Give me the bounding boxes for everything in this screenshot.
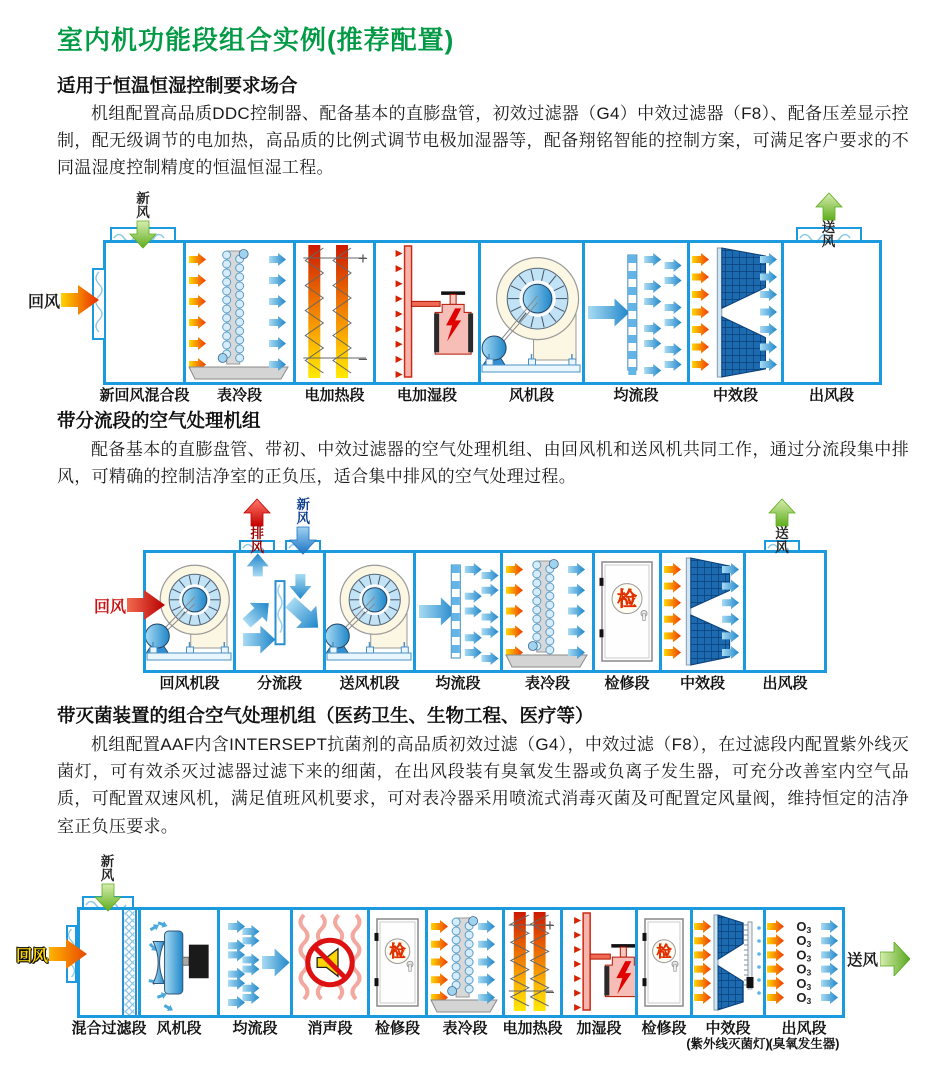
- section-label: 检修段: [374, 1020, 420, 1037]
- section-label: 中效段: [712, 387, 758, 404]
- section-label: 出风段: [781, 1020, 827, 1037]
- ahu-section: [71, 910, 147, 1037]
- svg-text:O3: O3: [796, 975, 812, 992]
- airflow-marker-label: 排风: [250, 526, 265, 555]
- section-label: 均流段: [613, 387, 659, 404]
- uv-bag-filter-icon: [693, 910, 763, 1015]
- flow-equalizer-icon: [585, 243, 687, 382]
- airflow-marker: [811, 192, 847, 249]
- cooling-coil-icon: [428, 910, 502, 1015]
- silencer-icon: [293, 910, 367, 1015]
- ahu-section: [686, 910, 770, 1051]
- access-door-icon: [370, 910, 425, 1015]
- section-label: 检修段: [641, 1020, 687, 1037]
- airflow-marker: [125, 192, 161, 249]
- arrow-right-icon: [61, 285, 99, 315]
- section-label: 检修段: [604, 675, 650, 692]
- supply-air-outlet: [847, 942, 910, 976]
- ahu-section: [690, 243, 784, 404]
- bag-filter-icon: [662, 553, 743, 670]
- ahu-section: [416, 553, 503, 692]
- airflow-marker-label: 送风: [775, 526, 789, 555]
- cooling-coil-icon: [503, 553, 592, 670]
- svg-text:+: +: [545, 916, 555, 935]
- ahu-section: [638, 910, 693, 1037]
- airflow-marker: [764, 498, 800, 555]
- ahu-section: [99, 243, 190, 404]
- section-label: 混合过滤段: [71, 1020, 147, 1037]
- section-label: 表冷段: [216, 387, 262, 404]
- svg-text:−: −: [545, 983, 555, 1002]
- section-label: 风机段: [156, 1020, 202, 1037]
- ozone-outlet-icon: [766, 910, 842, 1015]
- section-label: 电加湿段: [396, 387, 457, 404]
- ahu-section: [563, 910, 638, 1037]
- airflow-marker: [285, 498, 321, 555]
- airflow-marker: [239, 498, 275, 555]
- ahu-casing: [99, 240, 882, 404]
- section-label: 出风段: [762, 675, 808, 692]
- section-sublabel: (臭氧发生器): [768, 1037, 840, 1051]
- svg-text:O3: O3: [796, 990, 812, 1006]
- section-label: 回风机段: [159, 675, 220, 692]
- ahu-section: [766, 910, 842, 1051]
- ahu-section: [293, 910, 370, 1037]
- ahu-section: [746, 553, 824, 692]
- ahu-section: [141, 910, 220, 1037]
- inlet-label: 回风: [16, 947, 49, 965]
- access-door-icon: [595, 553, 659, 670]
- airflow-marker: [90, 855, 126, 912]
- section-label: 表冷段: [442, 1020, 488, 1037]
- ahu-section: [503, 553, 595, 692]
- svg-text:检: 检: [617, 588, 637, 611]
- arrow-up-icon: [815, 192, 843, 221]
- section-label: 表冷段: [524, 675, 570, 692]
- airflow-marker-label: 新风: [136, 191, 150, 220]
- ahu-section: [585, 243, 690, 404]
- ahu-section: [784, 243, 879, 404]
- electric-heater-icon: [505, 910, 560, 1015]
- empty-chamber-icon: [784, 243, 879, 382]
- return-air-inlet: [16, 939, 87, 969]
- access-door-icon: [638, 910, 690, 1015]
- inlet-label: 回风: [94, 598, 127, 616]
- ahu-section: [220, 910, 293, 1037]
- ahu-section: [481, 243, 585, 404]
- ahu-section: [236, 553, 326, 692]
- section-heading-2: 带分流段的空气处理机组: [57, 410, 261, 431]
- section-label: 电加热段: [502, 1020, 563, 1037]
- centrifugal-fan-icon: [326, 553, 413, 670]
- outlet-label: 送风: [847, 952, 879, 969]
- section-label: 风机段: [508, 387, 554, 404]
- bag-filter-icon: [690, 243, 781, 382]
- ahu-casing: [71, 907, 845, 1051]
- ahu-section: [662, 553, 746, 692]
- section-label: 均流段: [232, 1020, 278, 1037]
- cooling-coil-icon: [186, 243, 293, 382]
- page-title: 室内机功能段组合实例(推荐配置): [57, 25, 455, 55]
- sterilizing-unit: [0, 855, 946, 1069]
- unit-with-diverter-section: [0, 498, 946, 703]
- return-air-inlet: [94, 590, 165, 620]
- arrow-up-icon: [243, 498, 271, 527]
- axial-fan-icon: [141, 910, 217, 1015]
- section-label: 出风段: [808, 387, 854, 404]
- svg-text:检: 检: [656, 944, 672, 961]
- section-label: 中效段: [679, 675, 725, 692]
- section-label: 电加热段: [304, 387, 365, 404]
- svg-text:−: −: [358, 350, 368, 369]
- section-label: 新回风混合段: [99, 387, 190, 404]
- section-body-3: 机组配置AAF内含INTERSEPT抗菌剂的高品质初效过滤（G4），中效过滤（F8），在过滤段内配置紫外线灭菌灯，可有效杀灭过滤器过滤下来的细菌，在出风段装有臭氧发生器或负离子发生器，可充分改善室内空气品质，可配置双速风机，满足值班风机要求，可对表冷器采用喷流式消毒灭菌及可配置定风量阀，维持恒定的洁净室正负压要求。: [57, 735, 909, 836]
- ahu-section: [428, 910, 505, 1037]
- svg-text:O3: O3: [796, 961, 812, 978]
- ahu-casing: [143, 550, 827, 692]
- section-label: 中效段: [705, 1020, 751, 1037]
- arrow-right-icon: [49, 939, 87, 969]
- section-body-1: 机组配置高品质DDC控制器、配备基本的直膨盘管，初效过滤器（G4）中效过滤器（F8）、配备压差显示控制，配无级调节的电加热，高品质的比例式调节电极加湿器等，配备翔铭智能的控制方案，可满足客户要求的不同温湿度控制精度的恒温恒湿工程。: [57, 104, 909, 178]
- arrow-right-icon: [127, 590, 165, 620]
- arrow-up-icon: [768, 498, 796, 527]
- section-label: 消声段: [307, 1020, 353, 1037]
- svg-text:+: +: [358, 249, 368, 268]
- ahu-section: [296, 243, 376, 404]
- ahu-section: [376, 243, 481, 404]
- airflow-marker-label: 送风: [821, 220, 836, 249]
- constant-temp-humidity-unit: [0, 192, 946, 408]
- section-label: 分流段: [256, 675, 302, 692]
- ahu-section: [370, 910, 428, 1037]
- section-heading-3: 带灭菌装置的组合空气处理机组（医药卫生、生物工程、医疗等）: [57, 705, 594, 726]
- section-sublabel: (紫外线灭菌灯): [686, 1037, 770, 1051]
- flow-equalizer-icon: [416, 553, 500, 670]
- arrow-down-icon: [94, 883, 122, 912]
- section-heading-1: 适用于恒温恒湿控制要求场合: [57, 75, 298, 96]
- section-label: 加湿段: [576, 1020, 622, 1037]
- svg-text:O3: O3: [796, 933, 812, 950]
- mixing-filter-icon: [80, 910, 138, 1015]
- section-label: 送风机段: [339, 675, 400, 692]
- flow-diffuser-icon: [220, 910, 290, 1015]
- inlet-label: 回风: [28, 293, 61, 311]
- section-body-2: 配备基本的直膨盘管、带初、中效过滤器的空气处理机组、由回风机和送风机共同工作，通过分流段集中排风，可精确的控制洁净室的正负压，适合集中排风的空气处理过程。: [57, 440, 909, 487]
- ahu-section: [502, 910, 563, 1037]
- ahu-section: [595, 553, 662, 692]
- ahu-section: [186, 243, 296, 404]
- centrifugal-fan-icon: [481, 243, 582, 382]
- arrow-right-icon: [880, 942, 910, 976]
- empty-chamber-icon: [746, 553, 824, 670]
- empty-chamber-icon: [106, 243, 183, 382]
- svg-text:检: 检: [389, 943, 406, 961]
- electrode-humidifier-icon: [563, 910, 635, 1015]
- return-air-inlet: [28, 285, 99, 315]
- electrode-humidifier-icon: [376, 243, 478, 382]
- svg-text:O3: O3: [796, 919, 812, 935]
- ahu-section: [326, 553, 416, 692]
- svg-text:O3: O3: [796, 947, 812, 964]
- airflow-marker-label: 新风: [100, 854, 115, 883]
- section-label: 均流段: [435, 675, 481, 692]
- arrow-down-icon: [129, 220, 157, 249]
- airflow-marker-label: 新风: [296, 497, 310, 526]
- diverter-icon: [236, 553, 323, 670]
- electric-heater-icon: [296, 243, 373, 382]
- arrow-down-icon: [289, 526, 317, 555]
